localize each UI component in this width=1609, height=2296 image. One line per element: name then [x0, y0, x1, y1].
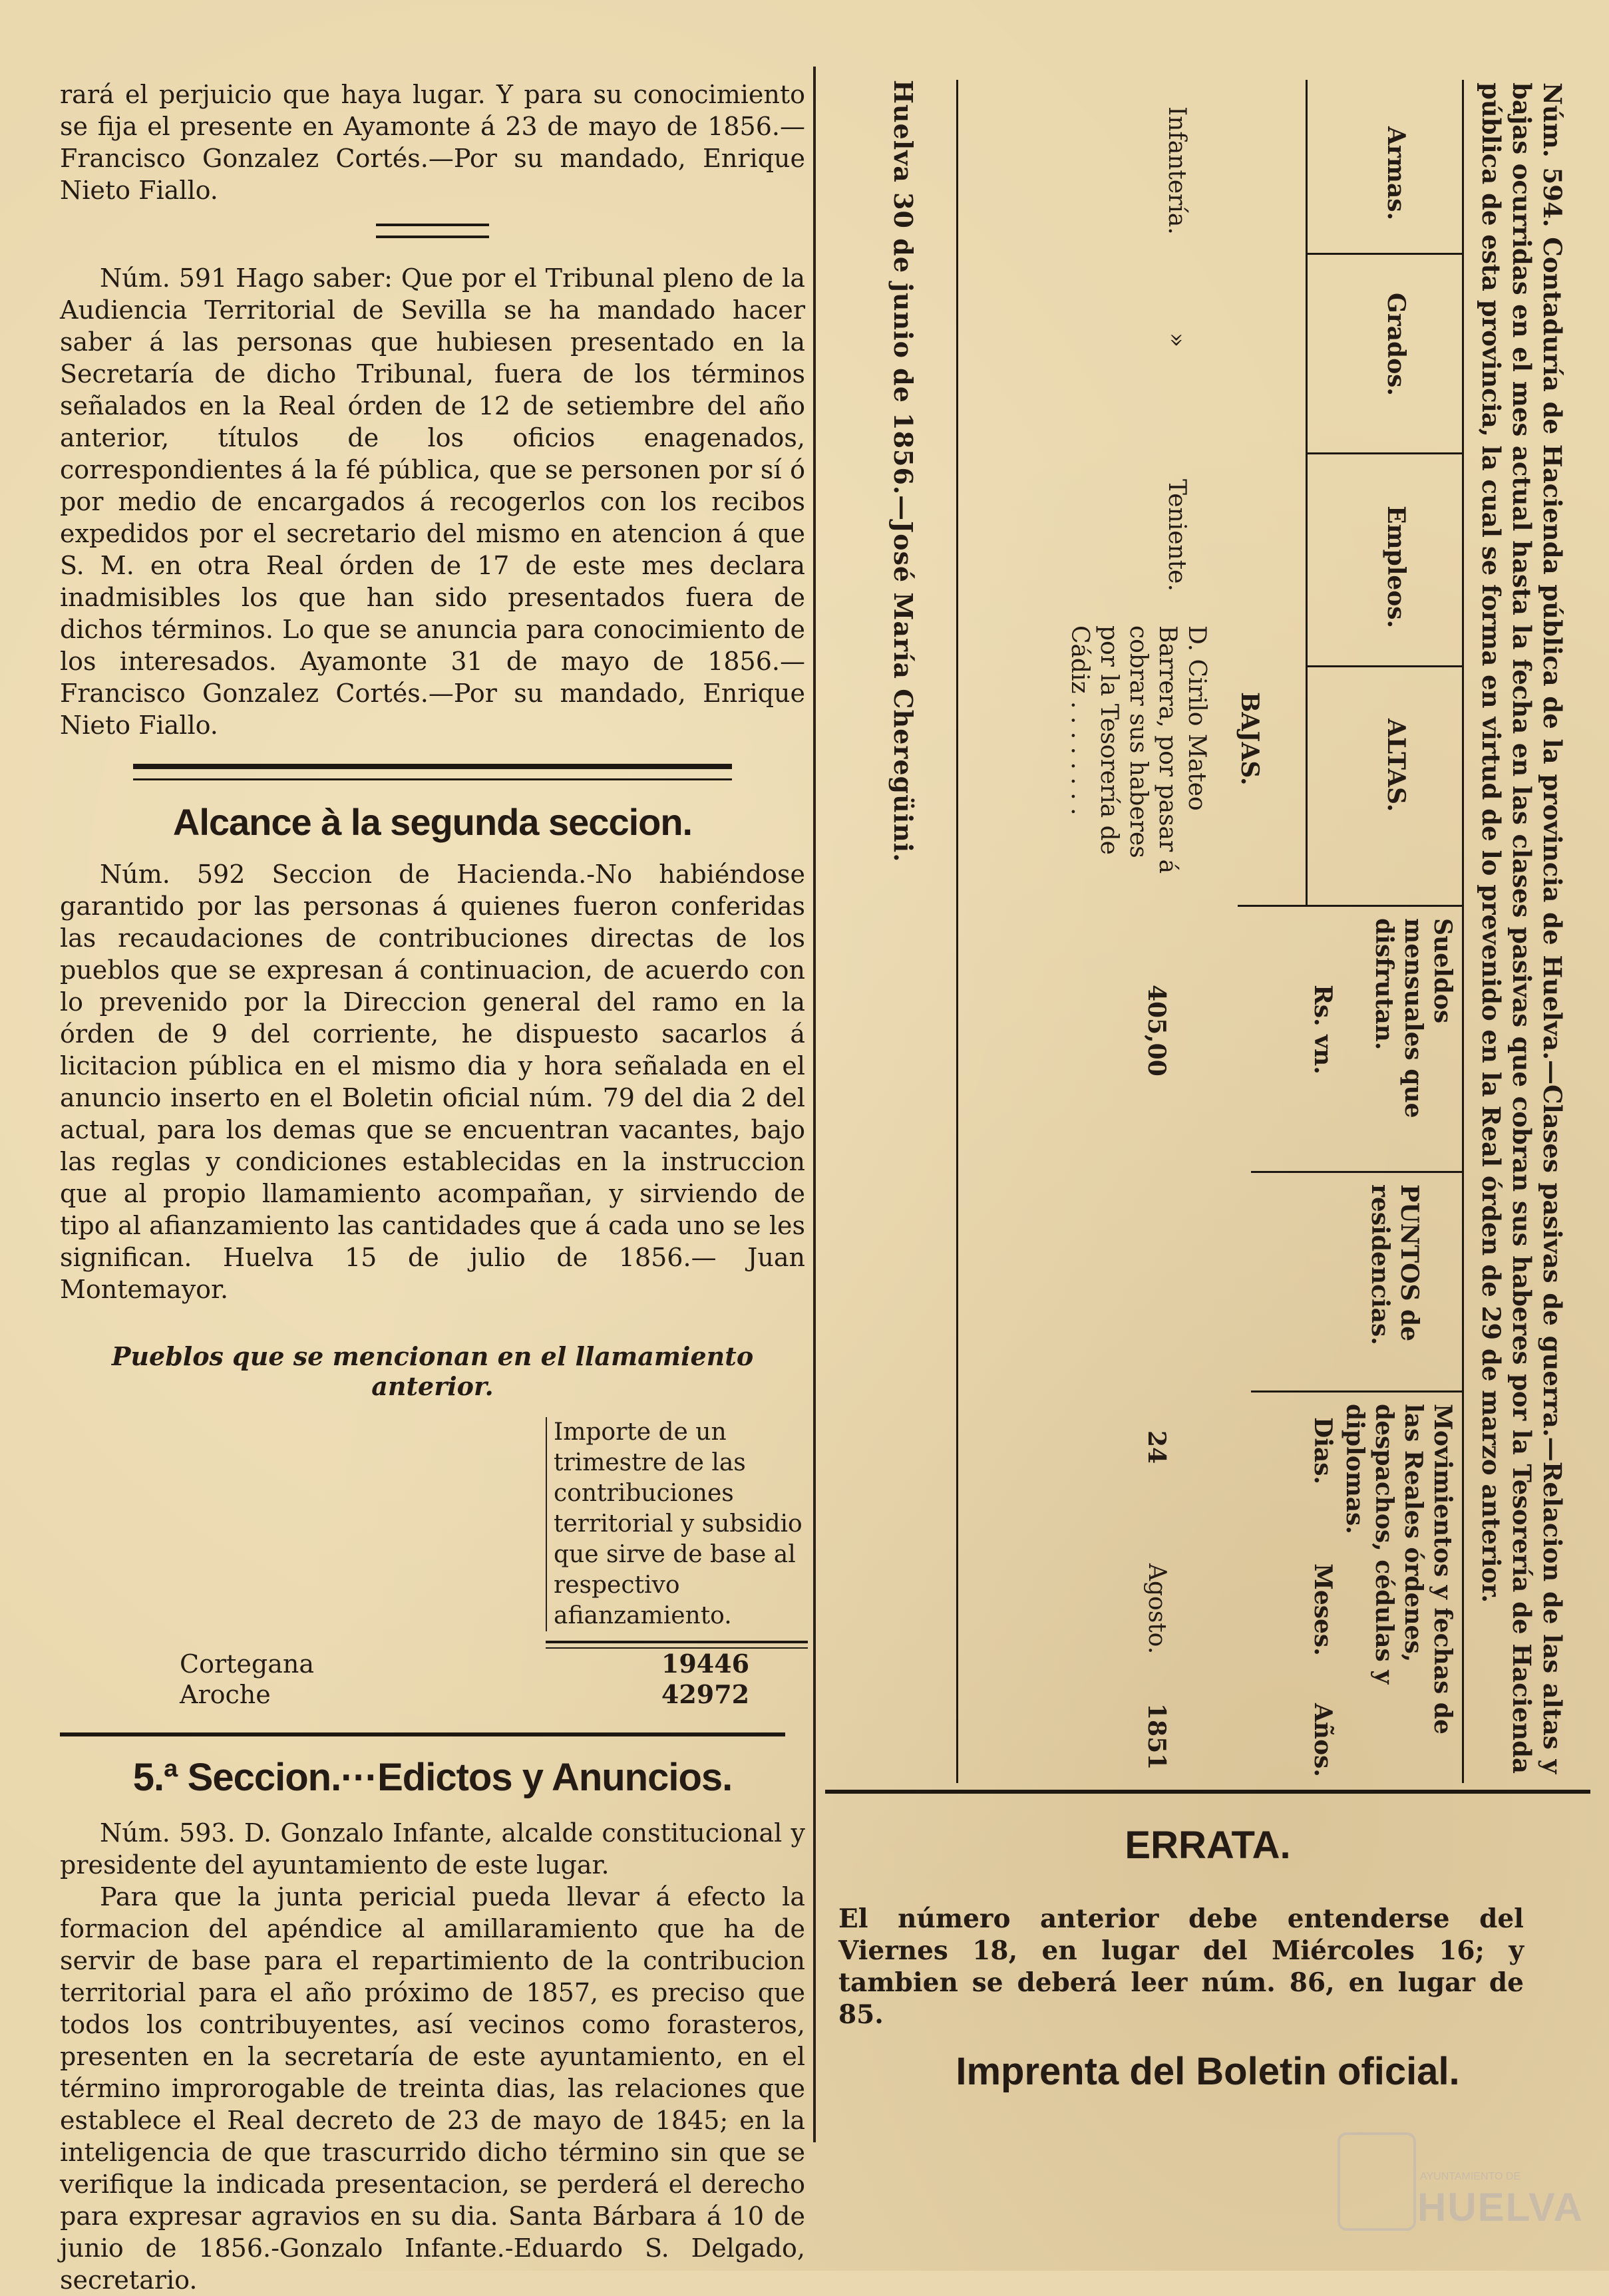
rotated-table-area — [825, 67, 1577, 1790]
watermark-small-text: AYUNTAMIENTO DE — [1420, 2171, 1521, 2182]
header-grados: Grados. — [1382, 293, 1410, 397]
cell-dia: 24 — [1143, 1430, 1170, 1464]
heading-alcance: Alcance à la segunda seccion. — [172, 801, 693, 843]
header-rs-vn: Rs. vn. — [1309, 985, 1337, 1074]
paragraph-592: Núm. 592 Seccion de Hacienda.-No habiéndose garantido por las personas á quienes fueron conferidas las recaudaciones de contribuciones directas de los pueblos que se expresan á continuacion, de acuerdo con lo prevenido por la Direccion general del ramo en la órden de 9 del corriente, he dispuesto sacarlos á licitacion pública en el mismo dia y hora señalada en el anuncio inserto en el Boletin oficial núm. 79 del dia 2 del actual, para los demas que se encuentran vacantes, bajo las reglas y condiciones establecidas en la instruccion que al propio llamamiento acompañan, y sirviendo de tipo al afianzamiento las cantidades que á cada uno se les significan. Huelva 15 de julio de 1856.— Juan Montemayor. — [60, 860, 805, 1304]
altas-bajas-table — [932, 80, 1464, 1783]
section-rule — [60, 1732, 785, 1736]
errata-heading: ERRATA. — [1125, 1824, 1291, 1867]
header-empleos: Empleos. — [1382, 506, 1410, 629]
header-puntos: PUNTOS de residencias. — [1366, 1184, 1423, 1345]
right-column-rule — [825, 1790, 1590, 1794]
cell-sueldo: 405,00 — [1143, 985, 1170, 1076]
thick-rule — [133, 764, 732, 780]
heading-section-5: 5.ª Seccion.···Edictos y Anuncios. — [132, 1756, 733, 1799]
paragraph-closing-previous: rará el perjuicio que haya lugar. Y para su conocimiento se fija el presente en Ayamonte á 23 de mayo de 1856.— Francisco Gonzalez Cortés.—Por su mandado, Enrique Nieto Fiallo. — [60, 80, 805, 205]
col-rule — [1238, 905, 1464, 907]
paragraph-594: Núm. 594. Contaduría de Hacienda pública de la provincia de Huelva.—Clases pasivas de guerra.—Relacion de las altas y bajas ocurridas en el mes actual hasta la fecha en las clases pasivas que cobran sus haberes por la Tesorería de Hacienda pública de esta provincia, la cual se forma en virtud de lo prevenido en la Real órden de 29 de marzo anterior. — [1477, 82, 1567, 1774]
bajas-label: BAJAS. — [1236, 692, 1264, 786]
cell-grado: » — [1163, 333, 1190, 348]
table-footer-signature: Huelva 30 de junio de 1856.—José María Cheregüini. — [888, 80, 918, 863]
double-rule — [376, 224, 489, 238]
column-divider — [813, 67, 816, 2142]
table-bottom-rule — [956, 80, 958, 1783]
header-anos: Años. — [1309, 1703, 1337, 1777]
col-rule — [1251, 1391, 1464, 1393]
left-column — [60, 79, 805, 2296]
pueblo-name: Aroche — [180, 1680, 271, 1709]
col-rule — [1251, 1171, 1464, 1173]
table-rule — [546, 1641, 808, 1649]
cell-ano: 1851 — [1143, 1703, 1170, 1770]
paragraph-593-body: Para que la junta pericial pueda llevar á efecto la formacion del apéndice al amillaramiento que ha de servir de base para el repartimiento de la contribucion territorial para el año próximo de 1857, es preciso que todos los contribuyentes, así vecinos como forasteros, presenten en la secretaría de este ayuntamiento, en el término improrogable de treinta dias, las relaciones que establece el Real decreto de 23 de mayo de 1845; en la inteligencia de que trascurrido dicho término sin que se verifique la indicada presentacion, se perderá el derecho para expresar agravios en su dia. Santa Bárbara á 10 de junio de 1856.-Gonzalo Infante.-Eduardo S. Delgado, secretario. — [60, 1882, 805, 2295]
subheading-pueblos: Pueblos que se mencionan en el llamamiento anterior. — [111, 1341, 754, 1401]
imprenta-footer: Imprenta del Boletin oficial. — [956, 2050, 1460, 2093]
header-meses: Meses. — [1309, 1563, 1337, 1656]
header-altas: ALTAS. — [1382, 719, 1410, 812]
crest-icon — [1338, 2132, 1416, 2231]
errata-text: El número anterior debe entenderse del Viernes 18, en lugar del Miércoles 16; y tambien se deberá leer núm. 86, en lugar de 85. — [838, 1903, 1524, 2030]
pueblo-name: Cortegana — [180, 1649, 314, 1679]
header-movimientos: Movimientos y fechas de las Reales órdenes, despachos, cédulas y diplomas. — [1341, 1404, 1457, 1734]
cell-arma: Infantería. — [1163, 106, 1190, 235]
table-top-rule — [1462, 80, 1464, 1783]
pueblo-value: 42972 — [661, 1679, 750, 1709]
rotated-content — [825, 67, 1577, 1790]
cell-empleo: Teniente. — [1163, 479, 1190, 591]
header-armas: Armas. — [1382, 126, 1410, 221]
header-bottom-rule — [1306, 80, 1308, 905]
table-row — [60, 1679, 805, 1710]
col-rule — [1308, 665, 1464, 667]
col-rule — [1308, 253, 1464, 255]
ayuntamiento-watermark — [1338, 2132, 1584, 2259]
paragraph-593-title: Núm. 593. D. Gonzalo Infante, alcalde constitucional y presidente del ayuntamiento de este lugar. — [60, 1818, 805, 1880]
cell-mes: Agosto. — [1143, 1563, 1170, 1655]
header-sueldos: Sueldos mensuales que disfrutan. — [1370, 918, 1457, 1118]
header-dias: Dias. — [1309, 1417, 1337, 1485]
watermark-text: HUELVA — [1417, 2185, 1584, 2229]
importe-header: Importe de un trimestre de las contribuciones territorial y subsidio que sirve de base al respectivo afianzamiento. — [546, 1417, 809, 1631]
paragraph-591: Núm. 591 Hago saber: Que por el Tribunal pleno de la Audiencia Territorial de Sevilla se ha mandado hacer saber á las personas que hubiesen presentado en la Secretaría de dicho Tribunal, fuera de los términos señalados en la Real órden de 12 de setiembre del año anterior, títulos de los oficios enagenados, correspondientes á la fé pública, que se personen por sí ó por medio de encargados á recogerlos con los recibos expedidos por el secretario del mismo en atencion á que S. M. en otra Real órden de 17 de este mes declara inadmisibles los que han sido presentados fuera de dichos términos. Lo que se anuncia para conocimiento de los interesados. Ayamonte 31 de mayo de 1856.— Francisco Gonzalez Cortés.—Por su mandado, Enrique Nieto Fiallo. — [60, 263, 805, 740]
col-rule — [1308, 452, 1464, 454]
pueblo-value: 19446 — [661, 1649, 750, 1679]
table-row — [60, 1649, 805, 1679]
cell-nombre: D. Cirilo Mateo Barrera, por pasar á cobrar sus haberes por la Tesorería de Cádiz . . . . . . . . — [1066, 625, 1210, 874]
